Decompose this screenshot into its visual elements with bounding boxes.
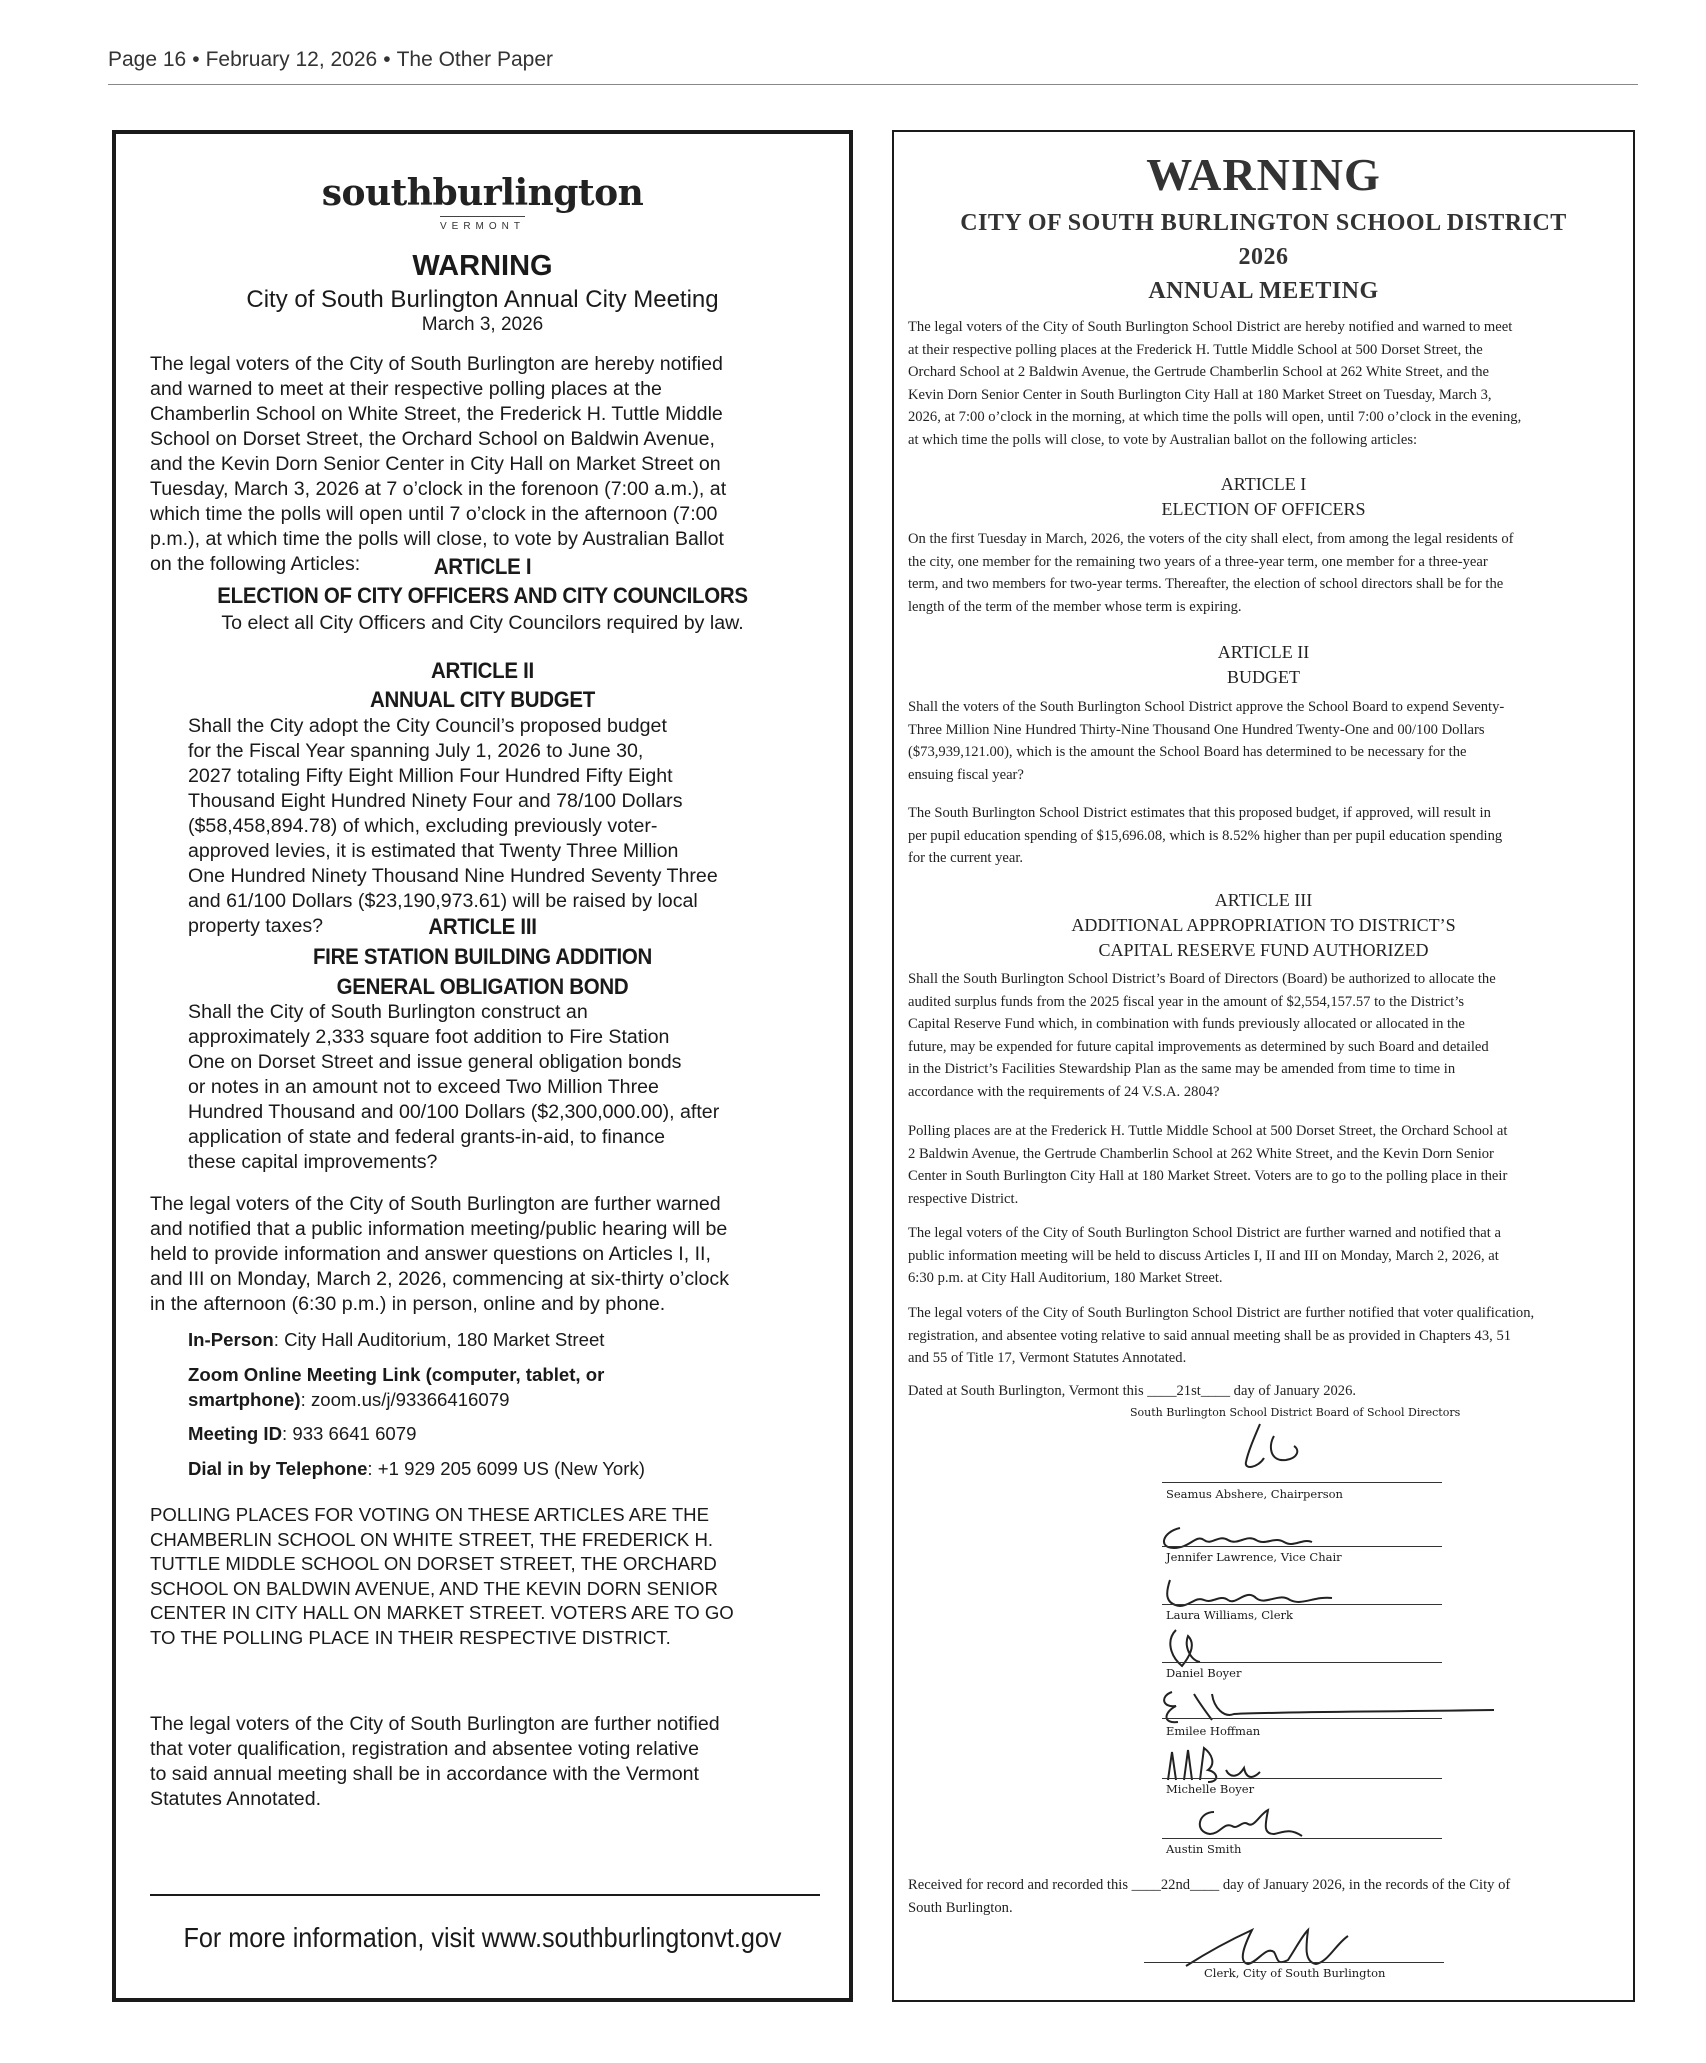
zoom-detail: Zoom Online Meeting Link (computer, tablet, or smartphone): zoom.us/j/93366416079 xyxy=(188,1364,605,1410)
notice-title: WARNING xyxy=(1146,149,1381,200)
article-1-heading: ARTICLE I xyxy=(433,554,532,579)
signature-line xyxy=(1162,1718,1442,1719)
publication-name: The Other Paper xyxy=(396,48,553,71)
notice-year: 2026 xyxy=(1238,244,1289,270)
divider xyxy=(150,1894,820,1896)
signer-name: Michelle Boyer xyxy=(1166,1782,1255,1796)
signer-name: Laura Williams, Clerk xyxy=(1166,1608,1293,1622)
notice-subtitle: CITY OF SOUTH BURLINGTON SCHOOL DISTRICT xyxy=(960,210,1567,236)
signature-image xyxy=(1224,1418,1344,1474)
signer-name: Seamus Abshere, Chairperson xyxy=(1166,1487,1343,1501)
qualification-paragraph: The legal voters of the City of South Burlington School District are further notified that voter qualification, registration, and absentee voting relative to said annual meeting shall be as provided in Chapters 43, 51 and 55 of Title 17, Vermont Statutes Annotated. xyxy=(908,1305,1535,1367)
article-3-heading: ARTICLE III xyxy=(428,914,537,939)
article-3-title-1: FIRE STATION BUILDING ADDITION xyxy=(312,944,653,969)
signer-name: Austin Smith xyxy=(1166,1842,1242,1856)
article-1-body: To elect all City Officers and City Councilors required by law. xyxy=(221,612,744,634)
signature-image xyxy=(1184,1802,1334,1846)
article-1-title: ELECTION OF CITY OFFICERS AND CITY COUNCILORS xyxy=(217,583,748,608)
article-2-title: ANNUAL CITY BUDGET xyxy=(369,687,595,712)
page-number: Page 16 xyxy=(108,48,187,71)
page-header: Page 16 • February 12, 2026 • The Other Paper xyxy=(108,48,1638,85)
article-2-body: Shall the City adopt the City Council’s proposed budget for the Fiscal Year spanning July 1, 2026 to June 30, 2027 totaling Fifty Eight Million Four Hundred Fifty Eight Thousand Eight Hundred Ninety Four and 78/100 Dollars ($58,458,894.78) of which, excluding previously voter- approved levies, it is estimated that Twenty Three Million One Hundred Ninety Thousand Nine Hundred Seventy Three and 61/100 Dollars ($23,190,973.61) will be raised by local property taxes? xyxy=(188,715,718,937)
signature-line xyxy=(1162,1546,1442,1547)
signature-line xyxy=(1162,1662,1442,1663)
article-3-body: Shall the City of South Burlington construct an approximately 2,333 square foot addition to Fire Station One on Dorset Street and issue general obligation bonds or notes in an amount not to exceed Two Million Three Hundred Thousand and 00/100 Dollars ($2,300,000.00), after application of state and federal grants-in-aid, to finance these capital improvements? xyxy=(188,1001,720,1173)
signature-line xyxy=(1162,1604,1442,1605)
article-3-title-1: ADDITIONAL APPROPRIATION TO DISTRICT’S xyxy=(1071,915,1456,935)
signer-name: Emilee Hoffman xyxy=(1166,1724,1261,1738)
signer-name: Jennifer Lawrence, Vice Chair xyxy=(1166,1550,1342,1564)
notice-title: WARNING xyxy=(412,250,553,282)
dial-in-detail: Dial in by Telephone: +1 929 205 6099 US (New York) xyxy=(188,1458,645,1479)
article-2-heading: ARTICLE II xyxy=(431,658,534,683)
signature-line xyxy=(1162,1778,1442,1779)
meeting-id-detail: Meeting ID: 933 6641 6079 xyxy=(188,1423,417,1444)
more-info-link: For more information, visit www.southburlingtonvt.gov xyxy=(183,1922,782,1953)
intro-paragraph: The legal voters of the City of South Burlington are hereby notified and warned to meet at their respective polling places at the Chamberlin School on White Street, the Frederick H. Tuttle Middle School on Dorset Street, the Orchard School on Baldwin Avenue, and the Kevin Dorn Senior Center in City Hall on Market Street on Tuesday, March 3, 2026 at 7 o’clock in the forenoon (7:00 a.m.), at which time the polls will open until 7 o’clock in the afternoon (7:00 p.m.), at which time the polls will close, to vote by Australian Ballot on the following Articles: xyxy=(150,353,727,575)
qualification-paragraph: The legal voters of the City of South Burlington are further notified that voter qualification, registration and absentee voting relative to said annual meeting shall be in accordance with the Vermont Statutes Annotated. xyxy=(150,1713,720,1810)
notice-meeting: ANNUAL MEETING xyxy=(1148,278,1379,304)
polling-places-paragraph: POLLING PLACES FOR VOTING ON THESE ARTICLES ARE THE CHAMBERLIN SCHOOL ON WHITE STREET, THE FREDERICK H. TUTTLE MIDDLE SCHOOL ON DORSET STREET, THE ORCHARD SCHOOL ON BALDWIN AVENUE, AND THE KEVIN DORN SENIOR CENTER IN CITY HALL ON MARKET STREET. VOTERS ARE TO GO TO THE POLLING PLACE IN THEIR RESPECTIVE DISTRICT. xyxy=(150,1504,734,1648)
school-district-warning-notice xyxy=(892,130,1635,2002)
article-1-body: On the first Tuesday in March, 2026, the voters of the city shall elect, from among the legal residents of the city, one member for the remaining two years of a three-year term, one member for a three-year term, and two members for two-year terms. Thereafter, the election of school directors shall be for the length of the term of the member whose term is expiring. xyxy=(908,531,1514,615)
info-meeting-paragraph: The legal voters of the City of South Burlington School District are further warned and notified that a public information meeting will be held to discuss Articles I, II and III on Monday, March 2, 2026, at 6:30 p.m. at City Hall Auditorium, 180 Market Street. xyxy=(908,1225,1501,1287)
article-2-heading: ARTICLE II xyxy=(1217,642,1310,662)
article-3-title-2: GENERAL OBLIGATION BOND xyxy=(336,974,629,999)
article-2-body: Shall the voters of the South Burlington School District approve the School Board to expend Seventy- Three Million Nine Hundred Thirty-Nine Thousand One Hundred Twenty-One and 00/100 Dollars ($73,939,121.00), which is the amount the School Board has determined to be necessary for the ensuing fiscal year? xyxy=(908,699,1505,783)
meeting-date: March 3, 2026 xyxy=(421,314,544,335)
notice-subtitle: City of South Burlington Annual City Meeting xyxy=(246,286,719,313)
article-3-body: Shall the South Burlington School District’s Board of Directors (Board) be authorized to allocate the audited surplus funds from the 2025 fiscal year in the amount of $2,554,157.57 to the District’s Capital Reserve Fund which, in combination with funds previously allocated or allocated in the future, may be expended for future capital improvements as determined by such Board and detailed in the District’s Facilities Stewardship Plan as the same may be amended from time to time in accordance with the requirements of 24 V.S.A. 2804? xyxy=(908,971,1496,1100)
article-1-heading: ARTICLE I xyxy=(1220,474,1307,494)
issue-date: February 12, 2026 xyxy=(205,48,378,71)
received-record: Received for record and recorded this ____22nd____ day of January 2026, in the records of the City of South Burlington. xyxy=(908,1877,1511,1916)
signature-line xyxy=(1144,1962,1444,1963)
article-2-title: BUDGET xyxy=(1227,667,1300,687)
article-1-title: ELECTION OF OFFICERS xyxy=(1161,499,1366,519)
clerk-title: Clerk, City of South Burlington xyxy=(1204,1966,1386,1980)
article-3-title-2: CAPITAL RESERVE FUND AUTHORIZED xyxy=(1098,940,1429,960)
signer-name: Daniel Boyer xyxy=(1166,1666,1242,1680)
signature-line xyxy=(1162,1838,1442,1839)
intro-paragraph: The legal voters of the City of South Burlington School District are hereby notified and warned to meet at their respective polling places at the Frederick H. Tuttle Middle School at 500 Dorset Street, the Orchard School at 2 Baldwin Avenue, the Gertrude Chamberlin School at 262 White Street, and the Kevin Dorn Senior Center in South Burlington City Hall at 180 Market Street on Tuesday, March 3, 2026, at 7:00 o’clock in the morning, at which time the polls will open, until 7:00 o’clock in the evening, at which time the polls will close, to vote by Australian ballot on the following articles: xyxy=(908,319,1522,448)
city-warning-notice xyxy=(112,130,853,2002)
article-3-heading: ARTICLE III xyxy=(1214,890,1313,910)
in-person-detail: In-Person: City Hall Auditorium, 180 Market Street xyxy=(188,1329,605,1350)
dated-line: Dated at South Burlington, Vermont this ____21st____ day of January 2026. xyxy=(908,1383,1357,1399)
polling-places-paragraph: Polling places are at the Frederick H. Tuttle Middle School at 500 Dorset Street, the Orchard School at 2 Baldwin Avenue, the Gertrude Chamberlin School at 262 White Street, and the Kevin Dorn Senior Center in South Burlington City Hall at 180 Market Street. Voters are to go to the polling place in their respective District. xyxy=(908,1123,1508,1207)
info-meeting-paragraph: The legal voters of the City of South Burlington are further warned and notified that a public information meeting/public hearing will be held to provide information and answer questions on Articles I, II, and III on Monday, March 2, 2026, commencing at six-thirty o’clock in the afternoon (6:30 p.m.) in person, online and by phone. xyxy=(150,1193,730,1315)
signature-line xyxy=(1162,1482,1442,1483)
board-title: South Burlington School District Board of School Directors xyxy=(1130,1406,1461,1419)
budget-estimate: The South Burlington School District estimates that this proposed budget, if approved, will result in per pupil education spending of $15,696.08, which is 8.52% higher than per pupil education spending for the current year. xyxy=(908,805,1503,867)
city-logo: southburlington VERMONT xyxy=(321,172,644,232)
